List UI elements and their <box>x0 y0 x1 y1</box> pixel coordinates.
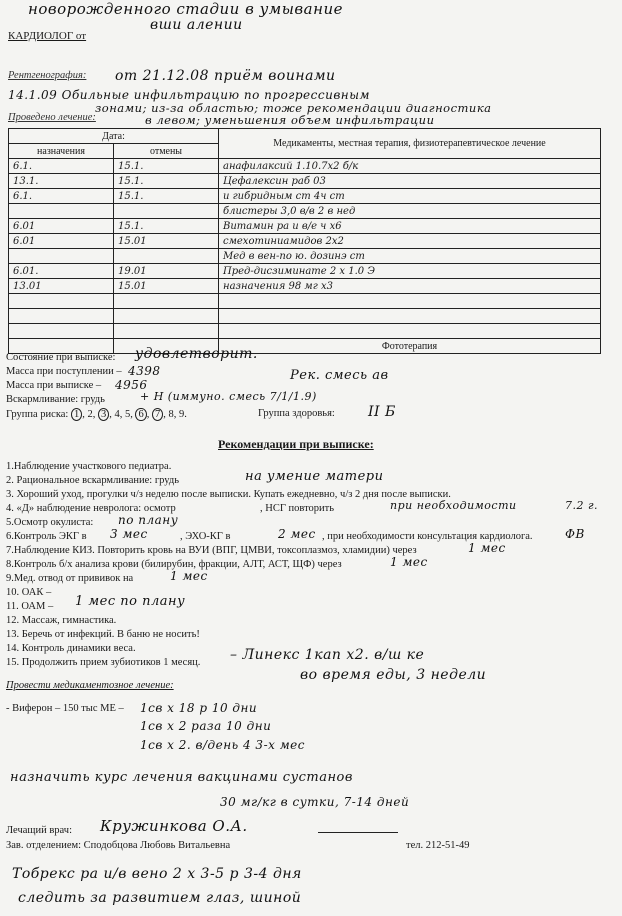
row-start: 6.01. <box>9 264 114 279</box>
table-row <box>9 204 601 219</box>
row-med: блистеры 3,0 в/в 2 в нед <box>219 204 601 219</box>
state-value: удовлетворит. <box>135 346 258 362</box>
row-cancel: 15.1. <box>114 189 219 204</box>
risk-value: 3 <box>98 408 109 421</box>
xray-handwriting-4: в левом; уменьшения объем инфильтрации <box>145 113 435 127</box>
mass-in-value: 4398 <box>128 364 161 378</box>
viferon-hand-2: 1св х 2 раза 10 дни <box>140 719 272 733</box>
table-row <box>9 159 601 174</box>
table-row <box>9 279 601 294</box>
mass-out-value: 4956 <box>115 378 148 392</box>
row-cancel: 15.1. <box>114 159 219 174</box>
course-hand-1: назначить курс лечения вакцинами сустанов <box>10 770 353 785</box>
mass-in-label: Масса при поступлении – <box>6 366 122 377</box>
head-signature-stroke <box>318 832 398 833</box>
row-start: 13.1. <box>9 174 114 189</box>
page-title: КАРДИОЛОГ от <box>8 30 87 42</box>
rec-item-13: 13. Беречь от инфекций. В баню не носить! <box>6 629 200 640</box>
cancel-column-header: отмены <box>114 144 219 159</box>
rec-item-12: 12. Массаж, гимнастика. <box>6 615 117 626</box>
meds-after-label: Провести медикаментозное лечение: <box>6 680 174 691</box>
rec-item-11: 11. ОАМ – <box>6 601 54 612</box>
risk-value: 6 <box>135 408 146 421</box>
doctor-label: Лечащий врач: <box>6 825 72 836</box>
feeding-label: Вскармливание: грудь <box>6 394 105 405</box>
top-handwriting-line1: новорожденного стадии в умывание <box>28 0 344 18</box>
row-med: назначения 98 мг х3 <box>219 279 601 294</box>
row-cancel: 19.01 <box>114 264 219 279</box>
physio-label: Фототерапия <box>219 339 601 354</box>
rec-item-9: 9.Мед. отвод от прививок на <box>6 573 134 584</box>
xray-handwriting-2: 14.1.09 Обильные инфильтрацию по прогрессивным <box>8 88 370 102</box>
rec-item-4-part2: , НСГ повторить <box>260 503 335 514</box>
rec-item-10: 10. ОАК – <box>6 587 52 598</box>
row-cancel <box>114 204 219 219</box>
start-column-header: назначения <box>9 144 114 159</box>
risk-value: 8 <box>168 409 174 420</box>
rec-item-6-part2: , ЭХО-КГ в <box>180 531 231 542</box>
row-start <box>9 204 114 219</box>
rec-item-8-hand: 1 мес <box>390 555 428 569</box>
table-row <box>9 264 601 279</box>
feeding-value: + Н (иммуно. смесь 7/1/1.9) <box>140 390 317 403</box>
rec-item-6-part3: , при необходимости консультация кардиолога. <box>322 531 533 542</box>
row-start <box>9 249 114 264</box>
bottom-hand-1: Тобрекс ра и/в вено 2 х 3-5 р 3-4 дня <box>12 866 302 882</box>
mass-out-label: Масса при выписке – <box>6 380 102 391</box>
meds-column-header: Медикаменты, местная терапия, физиотерапевтическое лечение <box>219 129 601 159</box>
table-row <box>9 234 601 249</box>
row-cancel: 15.01 <box>114 234 219 249</box>
table-row <box>9 294 601 309</box>
row-cancel <box>114 249 219 264</box>
row-med: смехотиниамидов 2х2 <box>219 234 601 249</box>
rec-item-15-continuation: во время еды, 3 недели <box>300 667 487 683</box>
xray-handwriting-1: от 21.12.08 приём воинами <box>115 68 336 84</box>
table-row <box>9 324 601 339</box>
phone: тел. 212-51-49 <box>406 840 470 851</box>
risk-value: 9 <box>178 409 185 420</box>
row-med: Пред-дисзиминате 2 х 1.0 Э <box>219 264 601 279</box>
risk-value: 7 <box>152 408 163 421</box>
rec-item-5-hand: по плану <box>118 513 179 527</box>
head-label: Зав. отделением: Сподобцова Любовь Витальевна <box>6 840 231 851</box>
row-cancel: 15.01 <box>114 279 219 294</box>
row-med: анафилаксий 1.10.7х2 б/к <box>219 159 601 174</box>
viferon-hand-1: 1св х 18 р 10 дни <box>140 701 258 715</box>
rec-item-1: 1.Наблюдение участкового педиатра. <box>6 461 172 472</box>
bottom-hand-2: следить за развитием глаз, шиной <box>18 890 302 906</box>
rec-item-6: 6.Контроль ЭКГ в <box>6 531 87 542</box>
table-row <box>9 249 601 264</box>
rec-item-14: 14. Контроль динамики веса. <box>6 643 136 654</box>
doctor-signature: Кружинкова О.А. <box>100 817 248 835</box>
feeding-note-right: Рек. смесь ав <box>290 368 389 383</box>
rec-item-5: 5.Осмотр окулиста: <box>6 517 94 528</box>
treatment-label: Проведено лечение: <box>8 112 96 123</box>
viferon-hand-3: 1св х 2. в/день 4 3-х мес <box>140 738 305 752</box>
rec-item-7: 7.Наблюдение КИЗ. Повторить кровь на ВУИ (ВПГ, ЦМВИ, токсоплазмоз, хламидии) через <box>6 545 417 556</box>
risk-value: 1 <box>71 408 82 421</box>
recommendations-title: Рекомендации при выписке: <box>218 437 374 451</box>
row-start: 6.01 <box>9 219 114 234</box>
risk-label: Группа риска: <box>6 409 69 420</box>
risk-value: 4 <box>114 409 120 420</box>
rec-item-2: 2. Рациональное вскармливание: грудь <box>6 475 179 486</box>
risk-value: 5 <box>124 409 131 420</box>
course-hand-2: 30 мг/кг в сутки, 7-14 дней <box>220 795 410 809</box>
rec-item-15: 15. Продолжить прием зубиотиков 1 месяц. <box>6 657 201 668</box>
table-row <box>9 219 601 234</box>
row-cancel: 15.1. <box>114 174 219 189</box>
top-handwriting-line2: вши алении <box>150 17 243 33</box>
table-row <box>9 189 601 204</box>
rec-item-4: 4. «Д» наблюдение невролога: осмотр <box>6 503 176 514</box>
xray-label: Рентгенография: <box>8 70 87 81</box>
row-med: Витамин ра и в/е ч х6 <box>219 219 601 234</box>
viferon-line: - Виферон – 150 тыс МЕ – <box>6 703 124 714</box>
rec-item-6-hand3: ФВ <box>565 527 585 541</box>
rec-item-3: 3. Хороший уход, прогулки ч/з неделю после выписки. Купать ежедневно, ч/з 2 дня после выписки. <box>6 489 451 500</box>
health-label: Группа здоровья: <box>258 408 335 419</box>
row-med: и гибридным ст 4ч ст <box>219 189 601 204</box>
rec-item-8: 8.Контроль б/х анализа крови (билирубин, фракции, АЛТ, АСТ, ЩФ) через <box>6 559 342 570</box>
rec-item-7-hand: 1 мес <box>468 541 506 555</box>
row-med: Цефалексин раб 03 <box>219 174 601 189</box>
table-row <box>9 309 601 324</box>
rec-item-11-hand: 1 мес по плану <box>75 594 186 609</box>
row-start: 6.1. <box>9 159 114 174</box>
rec-item-4-hand: при необходимости <box>390 499 517 512</box>
row-start: 6.1. <box>9 189 114 204</box>
rec-item-6-hand2: 2 мес <box>278 527 316 541</box>
risk-group: Группа риска: 1 , 2, 3 , 4, 5, 6 , 7 , 8, 9. <box>6 409 187 420</box>
xray-handwriting-3: зонами; из-за областью; тоже рекомендации диагностика <box>95 101 492 115</box>
rec-item-15-hand: – Линекс 1кап х2. в/ш ке <box>230 647 425 663</box>
dates-header: Дата: <box>9 129 219 144</box>
rec-item-2-hand: на умение матери <box>245 469 384 484</box>
rec-item-4-hand-extra: 7.2 г. <box>565 499 599 512</box>
table-row <box>9 174 601 189</box>
treatment-table <box>8 128 601 354</box>
row-cancel: 15.1. <box>114 219 219 234</box>
state-label: Состояние при выписке: <box>6 352 116 363</box>
rec-item-6-hand: 3 мес <box>110 527 148 541</box>
health-value: II Б <box>368 404 396 420</box>
rec-item-9-hand: 1 мес <box>170 569 208 583</box>
row-start: 6.01 <box>9 234 114 249</box>
row-med: Мед в вен-по ю. дозинэ ст <box>219 249 601 264</box>
risk-value: 2 <box>87 409 93 420</box>
row-start: 13.01 <box>9 279 114 294</box>
